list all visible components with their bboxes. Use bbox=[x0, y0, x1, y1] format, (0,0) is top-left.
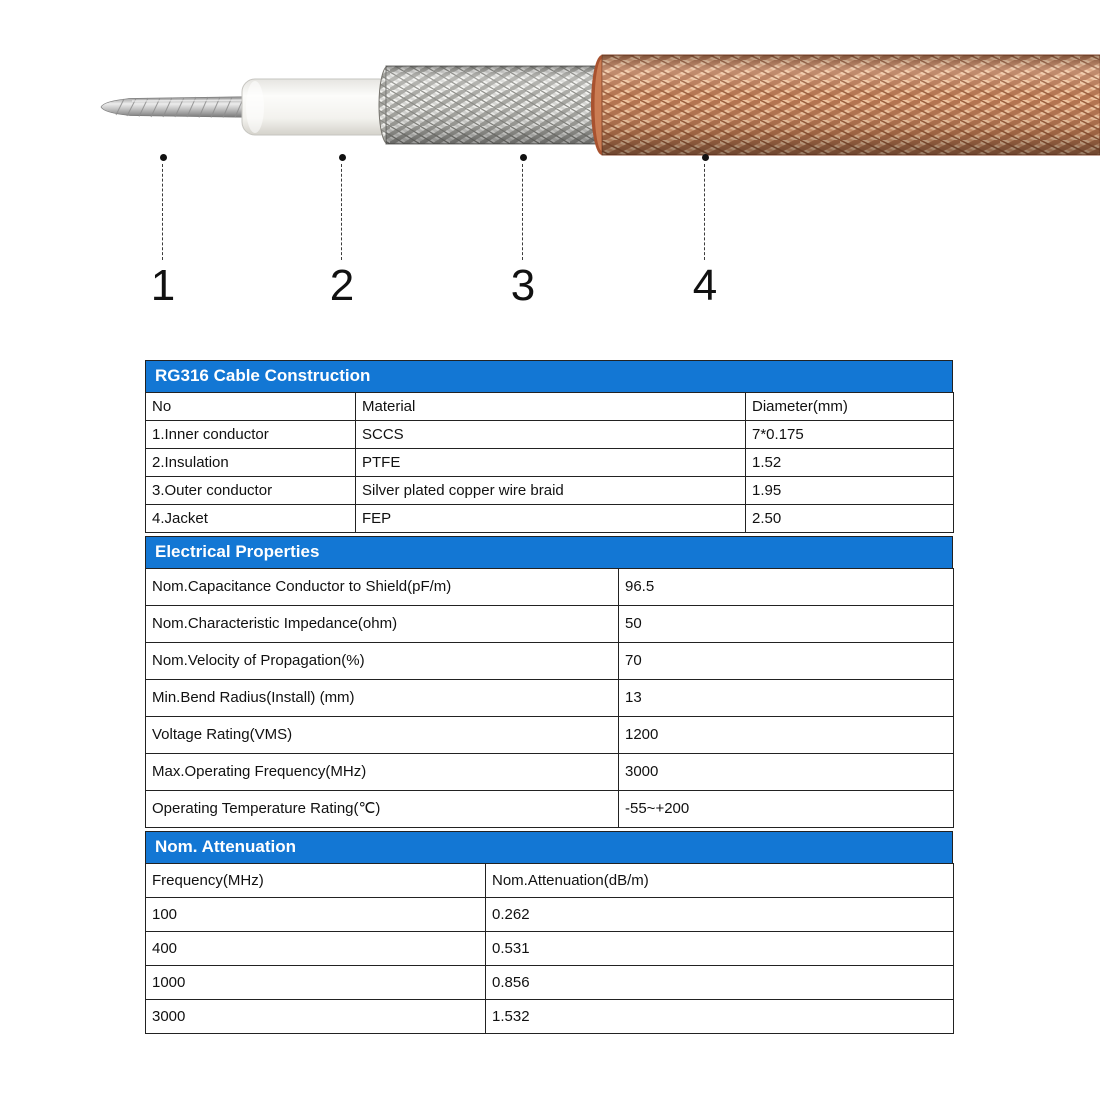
cell-frequency: 400 bbox=[146, 932, 486, 966]
cable-diagram bbox=[0, 0, 1100, 345]
attenuation-table bbox=[145, 863, 954, 1034]
table-row bbox=[146, 966, 954, 1000]
cell-property: Operating Temperature Rating(℃) bbox=[146, 791, 619, 828]
cell-material: SCCS bbox=[356, 421, 746, 449]
cell-diameter: 1.95 bbox=[746, 477, 954, 505]
jacket-layer bbox=[591, 55, 1100, 155]
table-row bbox=[146, 421, 954, 449]
header-cell-material: Material bbox=[356, 393, 746, 421]
table-row bbox=[146, 791, 954, 828]
cell-no: 1.Inner conductor bbox=[146, 421, 356, 449]
cell-attenuation: 1.532 bbox=[486, 1000, 954, 1034]
cell-value: 1200 bbox=[619, 717, 954, 754]
callout-number: 4 bbox=[692, 261, 718, 310]
construction-header-row bbox=[146, 393, 954, 421]
cell-value: 96.5 bbox=[619, 569, 954, 606]
cell-frequency: 100 bbox=[146, 898, 486, 932]
electrical-table-title: Electrical Properties bbox=[145, 536, 953, 568]
callout-number: 2 bbox=[329, 261, 355, 310]
cell-value: -55~+200 bbox=[619, 791, 954, 828]
cell-frequency: 3000 bbox=[146, 1000, 486, 1034]
callout-number: 1 bbox=[150, 261, 176, 310]
cell-property: Min.Bend Radius(Install) (mm) bbox=[146, 680, 619, 717]
table-row bbox=[146, 717, 954, 754]
cell-property: Max.Operating Frequency(MHz) bbox=[146, 754, 619, 791]
construction-table-title: RG316 Cable Construction bbox=[145, 360, 953, 392]
callout-dot-icon bbox=[339, 154, 346, 161]
inner-conductor-layer bbox=[101, 97, 258, 118]
cell-property: Voltage Rating(VMS) bbox=[146, 717, 619, 754]
header-cell-diameter: Diameter(mm) bbox=[746, 393, 954, 421]
cell-frequency: 1000 bbox=[146, 966, 486, 1000]
header-cell-frequency: Frequency(MHz) bbox=[146, 864, 486, 898]
cell-no: 2.Insulation bbox=[146, 449, 356, 477]
cell-attenuation: 0.262 bbox=[486, 898, 954, 932]
table-row bbox=[146, 643, 954, 680]
table-row bbox=[146, 449, 954, 477]
table-row bbox=[146, 754, 954, 791]
insulation-layer bbox=[242, 79, 392, 135]
callout-dot-icon bbox=[702, 154, 709, 161]
callout-leader-line bbox=[341, 164, 342, 260]
cell-attenuation: 0.856 bbox=[486, 966, 954, 1000]
table-row bbox=[146, 680, 954, 717]
spec-tables bbox=[145, 360, 953, 1034]
callout-leader-line bbox=[522, 164, 523, 260]
table-row bbox=[146, 898, 954, 932]
attenuation-table-title: Nom. Attenuation bbox=[145, 831, 953, 863]
cell-no: 4.Jacket bbox=[146, 505, 356, 533]
electrical-table bbox=[145, 568, 954, 828]
cell-property: Nom.Velocity of Propagation(%) bbox=[146, 643, 619, 680]
construction-table bbox=[145, 392, 954, 533]
cell-value: 3000 bbox=[619, 754, 954, 791]
table-row bbox=[146, 932, 954, 966]
table-row bbox=[146, 606, 954, 643]
table-row bbox=[146, 505, 954, 533]
cell-diameter: 2.50 bbox=[746, 505, 954, 533]
cell-value: 70 bbox=[619, 643, 954, 680]
cell-value: 50 bbox=[619, 606, 954, 643]
cell-diameter: 1.52 bbox=[746, 449, 954, 477]
header-cell-no: No bbox=[146, 393, 356, 421]
cell-no: 3.Outer conductor bbox=[146, 477, 356, 505]
callout-dot-icon bbox=[160, 154, 167, 161]
cell-material: Silver plated copper wire braid bbox=[356, 477, 746, 505]
construction-section bbox=[145, 360, 953, 533]
table-row bbox=[146, 477, 954, 505]
outer-conductor-layer bbox=[379, 66, 608, 144]
callout-dot-icon bbox=[520, 154, 527, 161]
table-row bbox=[146, 1000, 954, 1034]
electrical-section bbox=[145, 536, 953, 828]
cell-material: FEP bbox=[356, 505, 746, 533]
attenuation-section bbox=[145, 831, 953, 1034]
cell-property: Nom.Capacitance Conductor to Shield(pF/m) bbox=[146, 569, 619, 606]
cell-property: Nom.Characteristic Impedance(ohm) bbox=[146, 606, 619, 643]
cell-diameter: 7*0.175 bbox=[746, 421, 954, 449]
cell-value: 13 bbox=[619, 680, 954, 717]
callout-number: 3 bbox=[510, 261, 536, 310]
cell-attenuation: 0.531 bbox=[486, 932, 954, 966]
callout-leader-line bbox=[704, 164, 705, 260]
cell-material: PTFE bbox=[356, 449, 746, 477]
table-row bbox=[146, 569, 954, 606]
callout-leader-line bbox=[162, 164, 163, 260]
attenuation-header-row bbox=[146, 864, 954, 898]
header-cell-attenuation: Nom.Attenuation(dB/m) bbox=[486, 864, 954, 898]
